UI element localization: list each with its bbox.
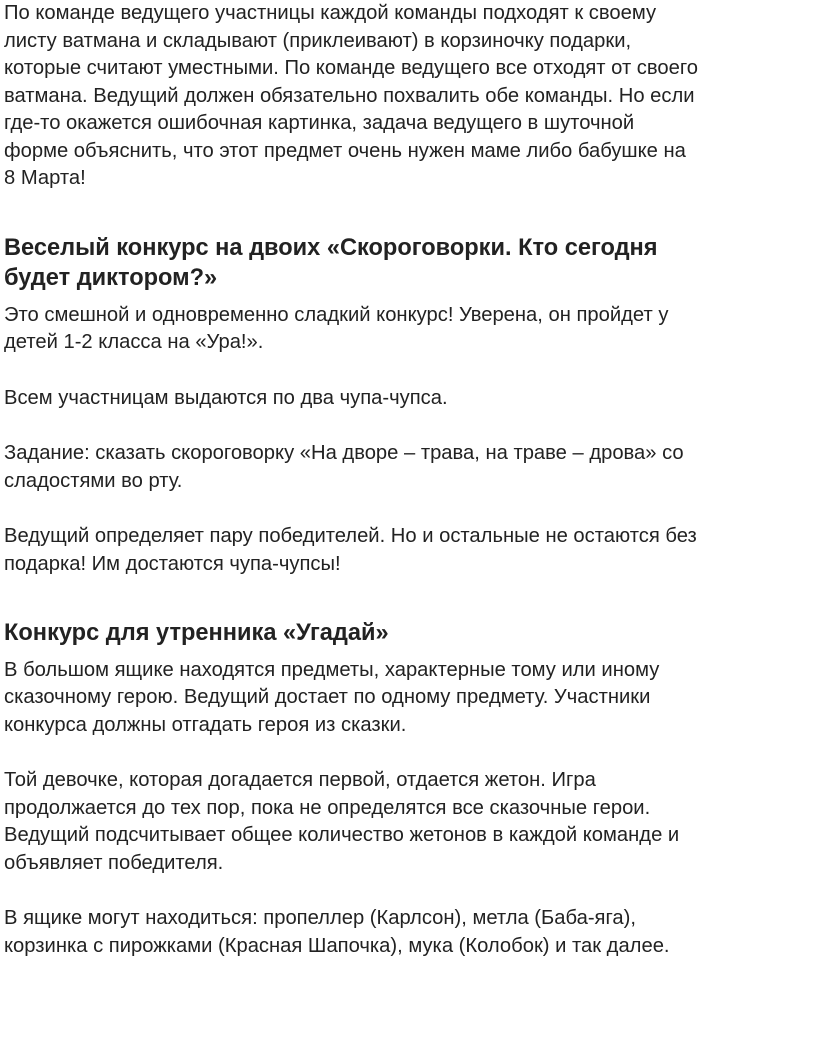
section2-paragraph-1: В большом ящике находятся предметы, характерные тому или иному сказочному герою. Ведущий достает по одному предмету. Участники конкурса должны отгадать героя из сказки. bbox=[4, 658, 660, 736]
section1-paragraph-4: Ведущий определяет пару победителей. Но и остальные не остаются без подарка! Им достаются чупа-чупсы! bbox=[4, 525, 697, 575]
section1-paragraph-3: Задание: сказать скороговорку «На дворе – трава, на траве – дрова» со сладостями во рту. bbox=[4, 442, 684, 492]
section2-paragraph-3: В ящике могут находиться: пропеллер (Карлсон), метла (Баба-яга), корзинка с пирожками (Красная Шапочка), мука (Колобок) и так далее. bbox=[4, 907, 670, 957]
section-heading-tongue-twisters: Веселый конкурс на двоих «Скороговорки. Кто сегодня будет диктором?» bbox=[4, 234, 658, 291]
section1-paragraph-1: Это смешной и одновременно сладкий конкурс! Уверена, он пройдет у детей 1-2 класса на «Ура!». bbox=[4, 303, 669, 353]
section1-paragraph-2: Всем участницам выдаются по два чупа-чупса. bbox=[4, 386, 448, 409]
document-page bbox=[4, 0, 812, 960]
intro-paragraph: По команде ведущего участницы каждой команды подходят к своему листу ватмана и складывают (приклеивают) в корзиночку подарки, которые считают уместными. По команде ведущего все отходят от своего ватмана. Ведущий должен обязательно похвалить обе команды. Но если где-то окажется ошибочная картинка, задача ведущего в шуточной форме объяснить, что этот предмет очень нужен маме либо бабушке на 8 Марта! bbox=[4, 2, 698, 189]
section2-paragraph-2: Той девочке, которая догадается первой, отдается жетон. Игра продолжается до тех пор, пока не определятся все сказочные герои. Ведущий подсчитывает общее количество жетонов в каждой команде и объявляет победителя. bbox=[4, 769, 680, 874]
section-heading-guess: Конкурс для утренника «Угадай» bbox=[4, 620, 389, 646]
